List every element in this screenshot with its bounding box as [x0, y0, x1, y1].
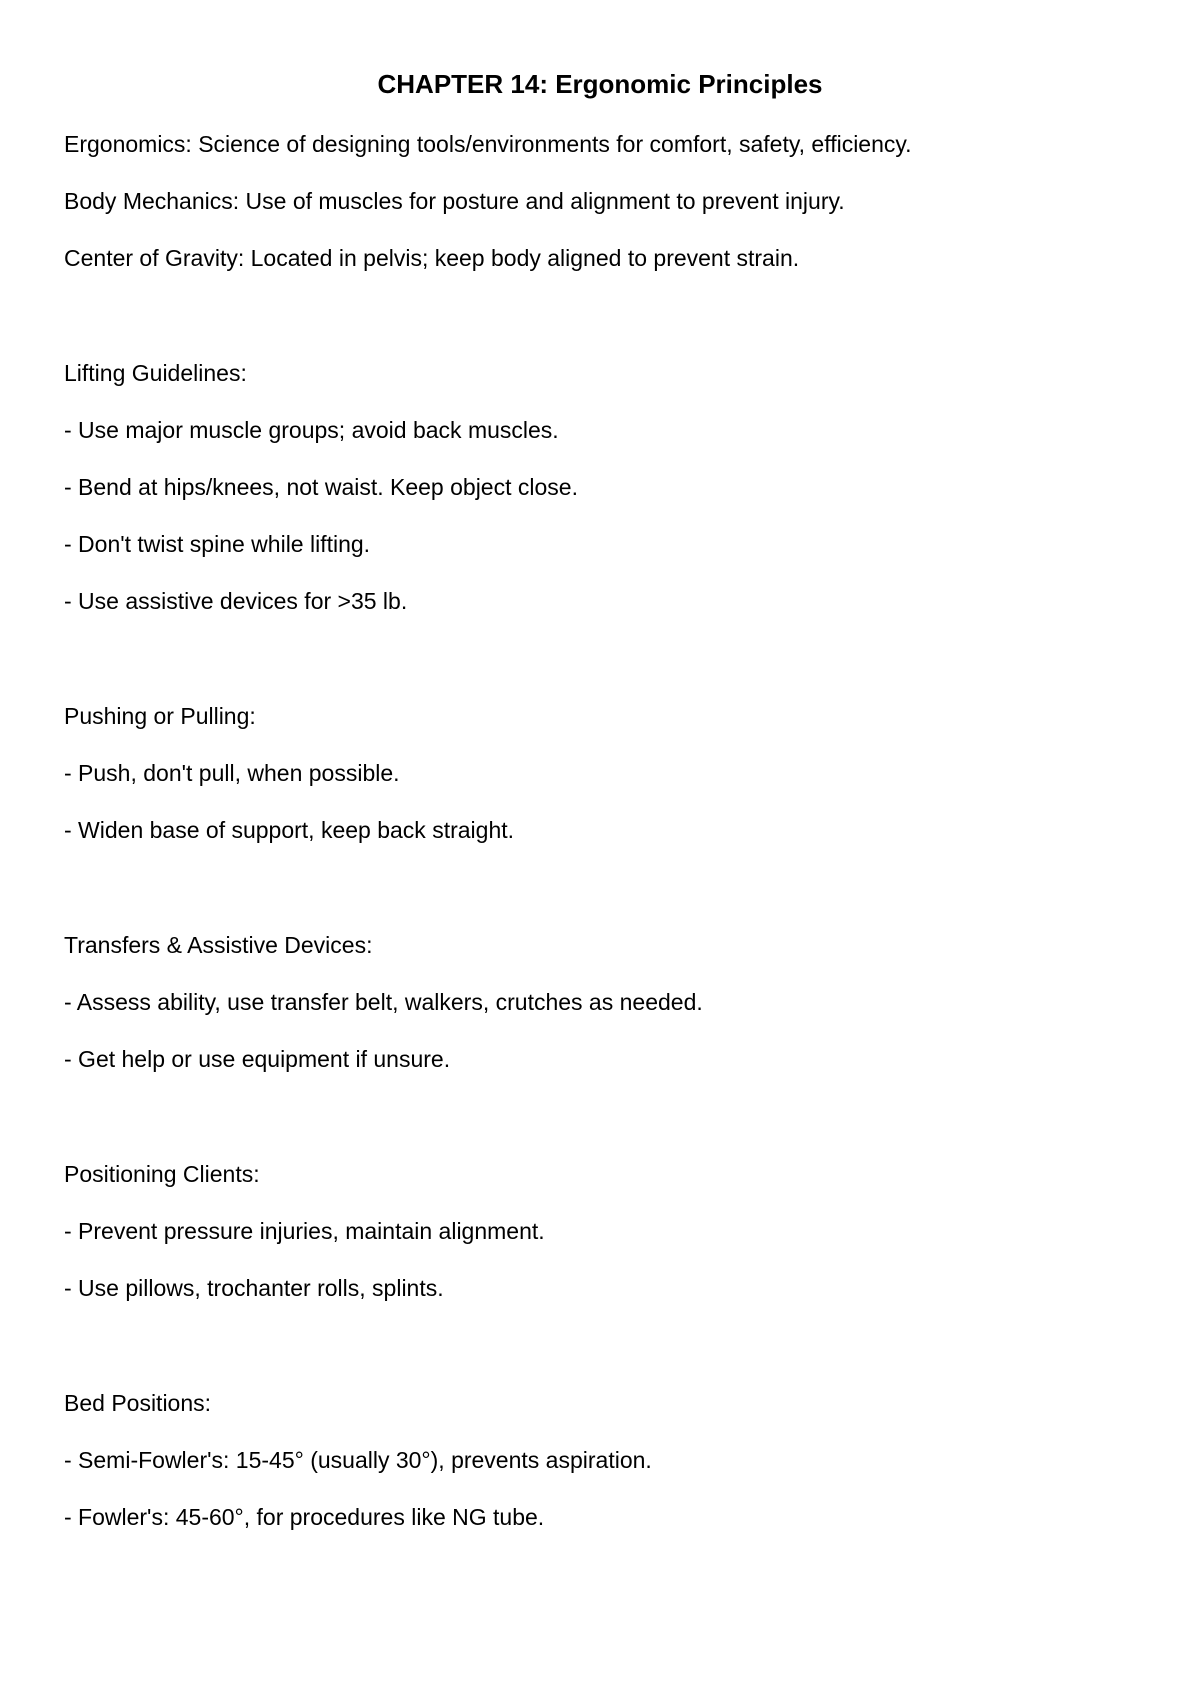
definition-center-of-gravity: Center of Gravity: Located in pelvis; keep body aligned to prevent strain. [64, 245, 800, 271]
page-title: CHAPTER 14: Ergonomic Principles [377, 69, 823, 99]
list-item: - Prevent pressure injuries, maintain alignment. [64, 1218, 545, 1244]
list-item: - Semi-Fowler's: 15-45° (usually 30°), prevents aspiration. [64, 1447, 652, 1473]
section-heading-bed-positions: Bed Positions: [64, 1390, 212, 1416]
definition-body-mechanics: Body Mechanics: Use of muscles for posture and alignment to prevent injury. [64, 188, 845, 214]
list-item: - Use major muscle groups; avoid back muscles. [64, 417, 559, 443]
list-item: - Use assistive devices for >35 lb. [64, 588, 408, 614]
list-item: - Get help or use equipment if unsure. [64, 1046, 451, 1072]
section-heading-lifting: Lifting Guidelines: [64, 360, 247, 386]
list-item: - Bend at hips/knees, not waist. Keep object close. [64, 474, 578, 500]
section-heading-transfers: Transfers & Assistive Devices: [64, 932, 373, 958]
list-item: - Push, don't pull, when possible. [64, 760, 400, 786]
section-heading-positioning: Positioning Clients: [64, 1161, 260, 1187]
section-heading-pushing: Pushing or Pulling: [64, 703, 256, 729]
list-item: - Don't twist spine while lifting. [64, 531, 371, 557]
list-item: - Fowler's: 45-60°, for procedures like NG tube. [64, 1504, 545, 1530]
list-item: - Widen base of support, keep back straight. [64, 817, 515, 843]
list-item: - Use pillows, trochanter rolls, splints. [64, 1275, 444, 1301]
definition-ergonomics: Ergonomics: Science of designing tools/environments for comfort, safety, efficiency. [64, 131, 912, 157]
list-item: - Assess ability, use transfer belt, walkers, crutches as needed. [64, 989, 703, 1015]
